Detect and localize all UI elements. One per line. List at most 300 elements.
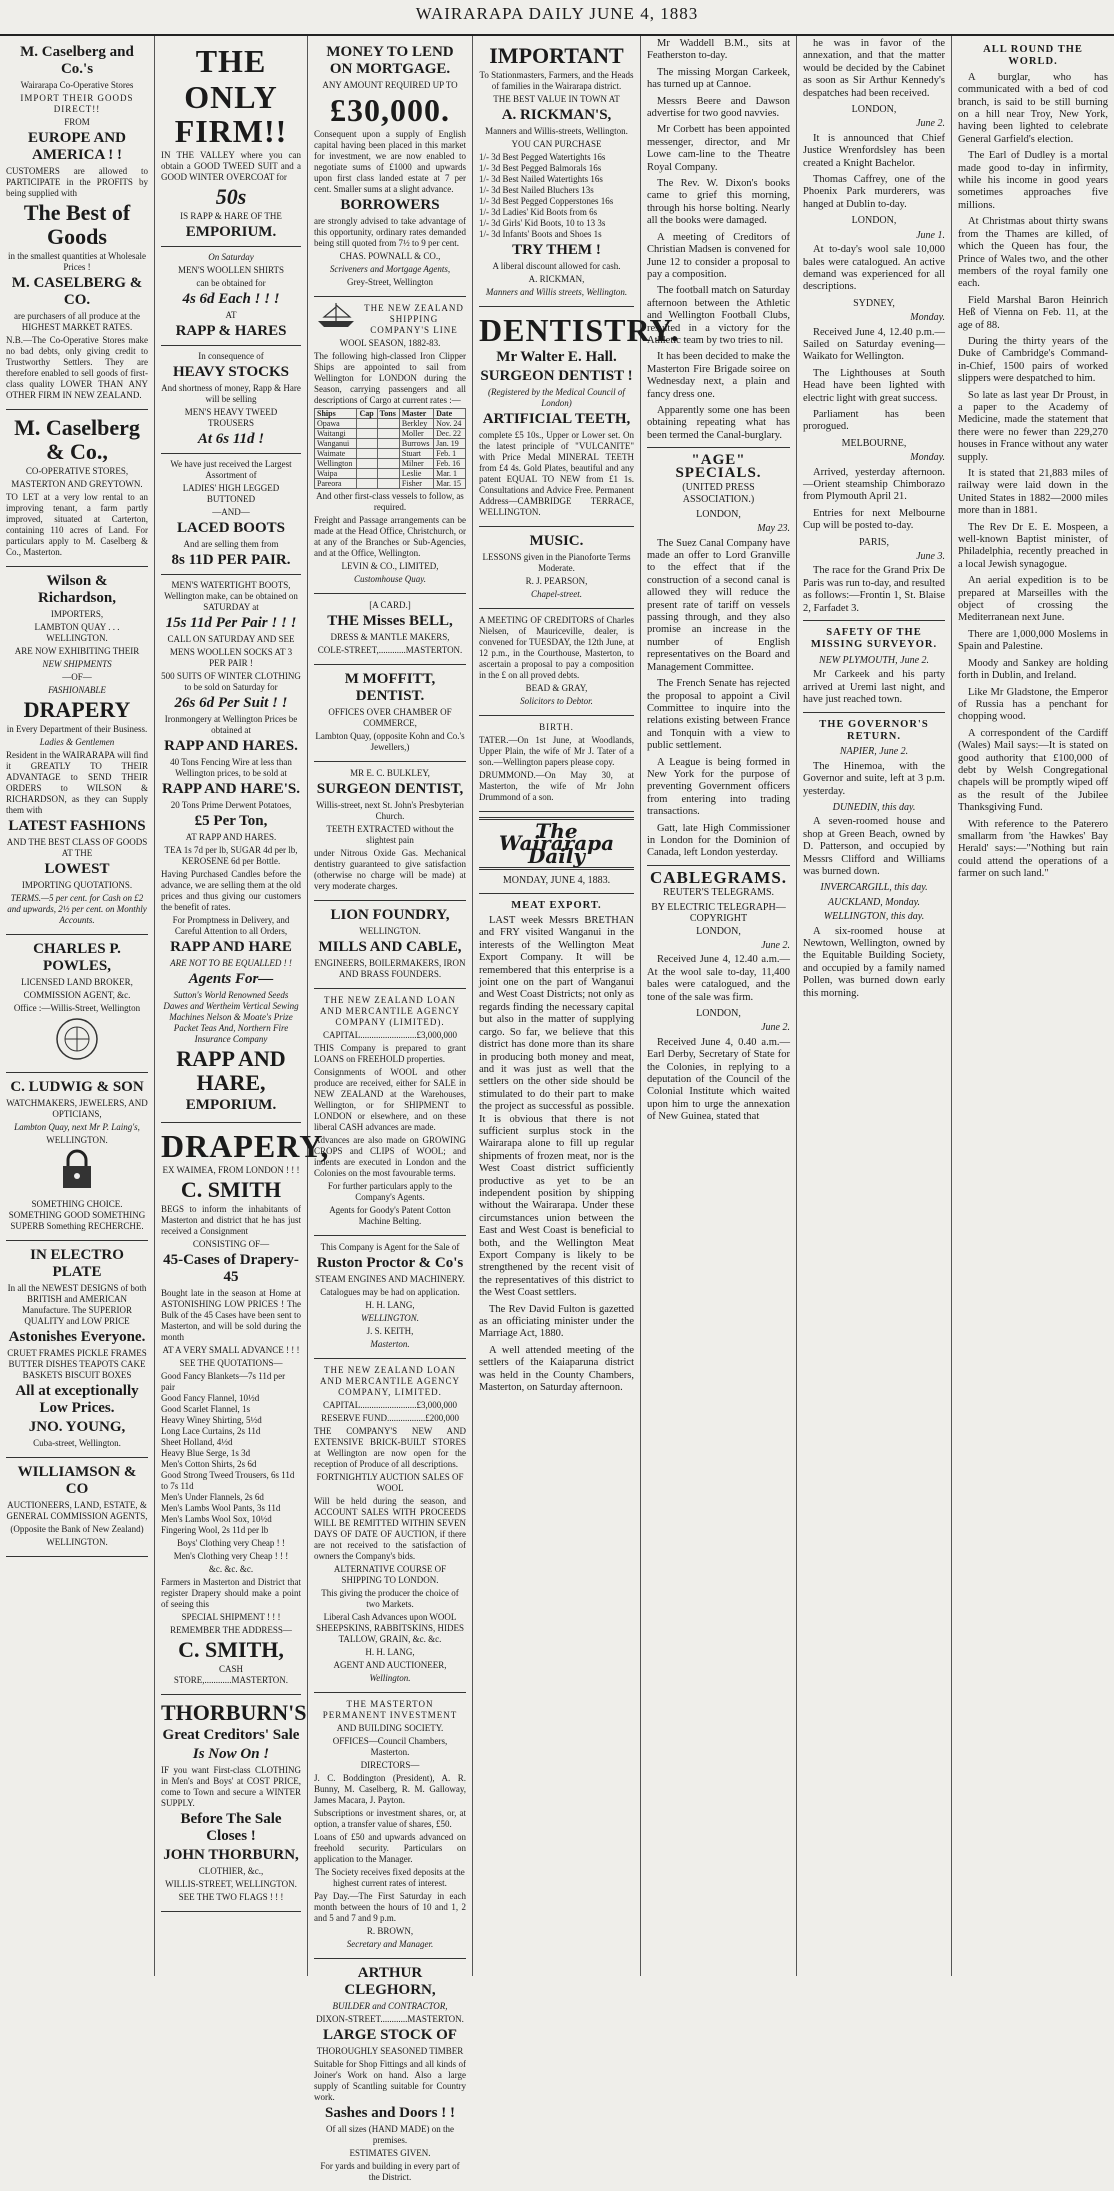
ad-text: CAPITAL.........................£3,000,000 <box>322 1030 458 1040</box>
news-paragraph: At to-day's wool sale 10,000 bales were catalogued. An active demand was experienced for all descriptions. <box>803 244 945 293</box>
price-list-item: Men's Lambs Wool Pants, 3s 11d <box>161 1503 281 1513</box>
ad-text: (Registered by the Medical Council of London) <box>488 387 625 408</box>
ad-text: For yards and building in every part of the District. <box>320 2161 460 2182</box>
ad-text: FASHIONABLE <box>48 685 106 695</box>
news-paragraph: An aerial expedition is to be prepared at Marseilles with the object of crossing the Mediterranean next June. <box>958 575 1108 624</box>
ad-heading: The Best of Goods <box>23 200 131 249</box>
table-cell: Nov. 24 <box>434 419 466 429</box>
table-cell <box>377 459 399 469</box>
ad-text: Ironmongery at Wellington Prices be obtained at <box>164 714 298 735</box>
ad-text: J. S. KEITH, <box>366 1326 414 1336</box>
ad-heading: Wilson & Richardson, <box>38 573 116 606</box>
ad-text: TEA 1s 7d per lb, SUGAR 4d per lb, KEROSENE 6d per Bottle. <box>164 845 298 866</box>
section-heading: SAFETY OF THE MISSING SURVEYOR. <box>810 627 938 651</box>
ad-text: DIRECTORS— <box>360 1760 420 1770</box>
ruston-proctor-ad <box>314 1236 466 1359</box>
ad-text: LADIES' HIGH LEGGED BUTTONED <box>182 483 280 504</box>
ad-text: &c. &c. &c. <box>208 1564 254 1574</box>
bulkley-dentist-ad <box>314 762 466 901</box>
ad-heading: EMPORIUM. <box>185 224 277 240</box>
ad-text: IN THE VALLEY where you can obtain a GOOD TWEED SUIT and a GOOD WINTER OVERCOAT for <box>161 150 301 182</box>
table-cell: Stuart <box>399 449 433 459</box>
ad-text: DIXON-STREET............MASTERTON. <box>316 2014 464 2024</box>
ad-text: FORTNIGHTLY AUCTION SALES OF WOOL <box>316 1472 464 1493</box>
table-cell: Fisher <box>399 479 433 489</box>
table-cell: Wanganui <box>315 439 357 449</box>
ad-heading: RAPP AND HARE'S. <box>162 781 300 797</box>
table-cell <box>377 469 399 479</box>
table-row <box>315 479 466 489</box>
column-6 <box>797 36 952 1976</box>
ad-text: Customhouse Quay. <box>354 574 426 584</box>
ad-heading: LARGE STOCK OF <box>323 2027 457 2043</box>
ad-text: ALTERNATIVE COURSE OF SHIPPING TO LONDON. <box>333 1564 447 1585</box>
ad-text: (Opposite the Bank of New Zealand) <box>10 1523 144 1534</box>
ad-text: MR E. C. BULKLEY, <box>350 768 430 778</box>
table-cell: Waipa <box>315 469 357 479</box>
editorial-section <box>479 817 634 1394</box>
ad-text: Farmers in Masterton and District that register Drapery should make a point of seeing this <box>161 1577 301 1609</box>
ad-text: SPECIAL SHIPMENT ! ! ! <box>181 1612 281 1622</box>
lion-foundry-ad <box>314 901 466 989</box>
caselberg-stores-ad <box>6 410 148 567</box>
ad-heading: SURGEON DENTIST, <box>316 781 464 797</box>
dateline: LONDON, <box>696 508 741 520</box>
news-paragraph: A meeting of Creditors of Christian Madsen is convened for June 12 to consider a proposal to pay a composition. <box>647 231 790 280</box>
ad-text: THIS Company is prepared to grant LOANS on FREEHOLD properties. <box>314 1043 466 1064</box>
ad-text: CALL ON SATURDAY AND SEE <box>167 634 295 644</box>
ship-icon <box>314 301 358 329</box>
ad-text: A liberal discount allowed for cash. <box>492 261 621 271</box>
table-cell: Jan. 19 <box>434 439 466 449</box>
ad-text: For Promptness in Delivery, and Careful Attention to all Orders, <box>172 915 290 936</box>
news-paragraph: The Suez Canal Company have made an offer to Lord Granville to the effect that if the construction of a second canal is allowed they will reduce the present rate of tariff on vessels passing through, and they also promise an increase in the number of English representatives on the Board and Management Committee. <box>647 537 790 673</box>
ad-text: ESTIMATES GIVEN. <box>349 2148 431 2158</box>
price-list-item: 1/- 3d Girls' Kid Boots, 10 to 13 3s <box>479 218 606 228</box>
ad-text: WOOL SEASON, 1882-83. <box>339 338 441 348</box>
ad-text: The following high-classed Iron Clipper Ships are appointed to sail from Wellington for LONDON during the Season, carrying passengers and all descriptions of Cargo at current rates :— <box>314 351 466 405</box>
ad-heading: EUROPE AND AMERICA ! ! <box>28 130 126 163</box>
ad-text: COLE-STREET,............MASTERTON. <box>317 645 463 655</box>
ad-heading: ARTIFICIAL TEETH, <box>482 411 631 427</box>
ad-heading: THE MASTERTON PERMANENT INVESTMENT <box>322 1699 458 1720</box>
news-paragraph: Gatt, late High Commissioner in London for the Dominion of Canada, left London yesterday. <box>647 822 790 859</box>
ad-heading: A. RICKMAN'S, <box>501 107 612 123</box>
dateline: AUCKLAND, Monday. <box>828 896 920 908</box>
ad-price: £30,000. <box>330 92 450 128</box>
ad-text: THE BEST VALUE IN TOWN AT <box>493 94 620 104</box>
news-paragraph: A correspondent of the Cardiff (Wales) Mail says:—It is stated on good authority that £100,000 of debt by Welsh Congregational chapels will be promptly wiped off as the result of the Jubilee Thanksgiving Fund. <box>958 727 1108 814</box>
ad-heading: RAPP AND HARE <box>170 939 292 955</box>
ad-heading: THE NEW ZEALAND SHIPPING COMPANY'S LINE <box>364 303 464 335</box>
table-cell: Leslie <box>399 469 433 479</box>
ad-text: are strongly advised to take advantage of this opportunity, ordinary rates demanded being still quoted from 7½ to 9 per cent. <box>314 216 466 248</box>
table-cell <box>377 429 399 439</box>
ad-text: This giving the producer the choice of two Markets. <box>321 1588 459 1609</box>
ad-heading: WILLIAMSON & CO <box>17 1463 137 1497</box>
rickman-ad <box>479 38 634 307</box>
table-row <box>315 449 466 459</box>
ad-price: 26s 6d Per Suit ! ! <box>174 695 288 711</box>
dateline: June 1. <box>916 229 945 241</box>
ad-text: Consignments of WOOL and other produce are received, either for SALE in NEW ZEALAND at the Warehouses, Wellington, or for SHIPMENT to LONDON or elsewhere, and on these liberal CASH advances are made. <box>314 1067 466 1132</box>
ad-text: OFFICES OVER CHAMBER OF COMMERCE, <box>328 707 452 728</box>
table-cell: Mar. 15 <box>434 479 466 489</box>
dateline: NEW PLYMOUTH, June 2. <box>818 654 930 666</box>
ad-heading: MONEY TO LEND ON MORTGAGE. <box>326 44 454 77</box>
ad-heading: THORBURN'S <box>161 1700 307 1725</box>
ad-text: WELLINGTON. <box>359 926 421 936</box>
table-cell: Pareora <box>315 479 357 489</box>
news-paragraph: Messrs Beere and Dawson advertise for two good navvies. <box>647 95 790 120</box>
ad-heading: JOHN THORBURN, <box>163 1847 299 1863</box>
masthead-title: WAIRARAPA DAILY JUNE 4, 1883 <box>415 4 699 23</box>
ad-text: In all the NEWEST DESIGNS of both BRITISH and AMERICAN Manufacture. The SUPERIOR QUALITY and LOW PRICE <box>7 1282 147 1326</box>
ad-text: Scriveners and Mortgage Agents, <box>329 264 451 274</box>
price-list-item: 1/- 3d Best Nailed Bluchers 13s <box>479 185 594 195</box>
ad-text: AT RAPP AND HARES. <box>185 832 277 842</box>
ad-text: IF you want First-class CLOTHING in Men's and Boys' at COST PRICE, come to Town and secure a WINTER SUPPLY. <box>161 1765 301 1808</box>
news-paragraph: Thomas Caffrey, one of the Phoenix Park murderers, was hanged at Dublin to-day. <box>803 174 945 210</box>
ad-text: And other first-class vessels to follow, as required. <box>316 491 464 512</box>
ad-text: —AND— <box>212 507 250 517</box>
ad-text: YOU CAN PURCHASE <box>511 139 602 149</box>
ad-text: IMPORTING QUOTATIONS. <box>21 880 133 890</box>
ad-text: MENS WOOLLEN SOCKS AT 3 PER PAIR ! <box>169 647 293 668</box>
ad-text: Lambton Quay, (opposite Kohn and Co.'s Jewellers,) <box>315 731 465 752</box>
ad-text: Suitable for Shop Fittings and all kinds of Joiner's Work on hand. Also a large supply of Scantling suitable for Country work. <box>314 2059 466 2102</box>
table-cell <box>377 439 399 449</box>
section-heading: "AGE" SPECIALS. <box>675 452 762 481</box>
misses-bell-ad <box>314 594 466 665</box>
price-list-item: Men's Lambs Wool Sox, 10½d <box>161 1514 272 1524</box>
electro-plate-ad <box>6 1241 148 1458</box>
news-paragraph: So late as last year Dr Proust, in a paper to the Academy of Medicine, made the statement that there were no fewer than 229,270 houses in France without any water supply. <box>958 389 1108 463</box>
price-list-item: Good Scarlet Flannel, 1s <box>161 1404 250 1414</box>
price-list-item: 1/- 3d Ladies' Kid Boots from 6s <box>479 207 598 217</box>
table-cell <box>357 449 377 459</box>
ad-heading: M. CASELBERG & CO. <box>11 275 143 308</box>
dateline: Monday. <box>910 452 945 464</box>
news-paragraph: A six-roomed house at Newtown, Wellington, owned by the Equitable Building Society, and occupied by a family named Pollen, was burned down early this morning. <box>803 925 945 999</box>
table-row <box>315 459 466 469</box>
ad-text: To Stationmasters, Farmers, and the Heads of families in the Wairarapa district. <box>479 70 634 91</box>
section-heading: THE GOVERNOR'S RETURN. <box>819 718 929 742</box>
ad-text: ARE NOW EXHIBITING THEIR <box>14 646 140 656</box>
dateline: LONDON, <box>851 104 897 116</box>
ad-text: WELLINGTON. <box>360 1313 420 1323</box>
section-subheading: REUTER'S TELEGRAMS. <box>662 887 775 899</box>
ad-text: CLOTHIER, &c., <box>198 1866 264 1876</box>
notice-text: Solicitors to Debtor. <box>520 696 593 706</box>
ad-text: Pay Day.—The First Saturday in each month between the hours of 10 and 1, 2 and 5 and 7 and 9 p.m. <box>314 1891 466 1923</box>
ad-heading: Astonishes Everyone. <box>8 1328 146 1345</box>
ad-heading: C. SMITH, <box>178 1637 284 1662</box>
price-list-item: 1/- 3d Best Pegged Copperstones 16s <box>479 196 614 206</box>
table-cell: Feb. 16 <box>434 459 466 469</box>
table-cell: Burrows <box>399 439 433 449</box>
news-paragraph: It is stated that 21,883 miles of railway were laid down in the United States in 1882—2000 miles more than in 1881. <box>958 468 1108 517</box>
ludwig-ad <box>6 1073 148 1240</box>
news-paragraph: The Hinemoa, with the Governor and suite, left at 3 p.m. yesterday. <box>803 760 945 797</box>
ad-text: 500 SUITS OF WINTER CLOTHING to be sold on Saturday for <box>161 671 301 692</box>
ad-heading: Great Creditors' Sale <box>162 1727 300 1743</box>
ad-heading: IMPORTANT <box>489 43 624 68</box>
ad-heading: BORROWERS <box>340 197 440 213</box>
ad-text: 40 Tons Fencing Wire at less than Wellington prices, to be sold at <box>170 757 292 778</box>
ad-text: SOMETHING CHOICE. SOMETHING GOOD SOMETHING SUPERB Something RECHERCHE. <box>8 1198 146 1231</box>
ad-text: H. H. LANG, <box>365 1300 415 1310</box>
dateline: LONDON, <box>851 215 897 227</box>
table-cell: Milner <box>399 459 433 469</box>
ad-text: NEW SHIPMENTS <box>42 659 112 669</box>
ad-heading: MUSIC. <box>529 533 584 549</box>
section-subheading: BY ELECTRIC TELEGRAPH—COPYRIGHT <box>651 901 786 924</box>
shipping-company-ad <box>314 297 466 594</box>
ad-text: LEVIN & CO., LIMITED, <box>341 561 439 571</box>
ad-text: WELLINGTON. <box>46 1135 108 1146</box>
ad-text: OFFICES—Council Chambers, Masterton. <box>332 1736 448 1757</box>
table-cell <box>377 419 399 429</box>
news-paragraph: Field Marshal Baron Heinrich Heß of Vienna on Feb. 11, at the age of 88. <box>958 294 1108 331</box>
ad-text: Cuba-street, Wellington. <box>33 1437 121 1448</box>
price-list-item: Fingering Wool, 2s 11d per lb <box>161 1525 269 1535</box>
ad-text: TERMS.—5 per cent. for Cash on £2 and upwards, 2½ per cent. on Monthly Accounts. <box>7 893 147 925</box>
ad-heading: LOWEST <box>44 861 110 877</box>
news-paragraph: he was in favor of the annexation, and that the matter would be decided by the Cabinet as soon as Sir Arthur Kennedy's despatches had been received. <box>803 38 945 99</box>
price-list-item: Good Fancy Flannel, 10½d <box>161 1393 260 1403</box>
dateline: June 2. <box>761 1022 790 1034</box>
ad-text: Sutton's World Renowned Seeds Dawes and Wertheim Vertical Sewing Machines Nelson & Moate's Prize Packet Teas And, Northern Fire Insurance Company <box>163 990 299 1044</box>
building-society-ad <box>314 1693 466 1959</box>
section-heading: CABLEGRAMS. <box>649 867 788 887</box>
price-list-item: Good Fancy Blankets—7s 11d per pair <box>161 1371 286 1392</box>
smith-drapery-ad <box>161 1123 330 1695</box>
news-paragraph: The Rev David Fulton is gazetted as an officiating minister under the Marriage Act, 1880. <box>479 1303 634 1340</box>
table-cell: Dec. 22 <box>434 429 466 439</box>
dentistry-ad <box>479 307 680 527</box>
ad-text: Wellington. <box>369 1673 411 1683</box>
editorial-heading: MEAT EXPORT. <box>511 899 602 911</box>
sailing-schedule-table <box>314 408 466 489</box>
ad-heading: HEAVY STOCKS <box>172 364 289 380</box>
ad-heading: Sashes and Doors ! ! <box>324 2105 456 2121</box>
ad-text: REMEMBER THE ADDRESS— <box>170 1625 292 1635</box>
ad-text: TO LET at a very low rental to an improving tenant, a farm partly improved, situated at Carterton, containing 110 acres of Land. For particulars apply to M. Caselberg & Co., Masterton. <box>6 492 148 557</box>
table-cell <box>357 479 377 489</box>
news-paragraph: Apparently some one has been obtaining repeating what has been termed the Canal-burglary. <box>647 404 790 441</box>
news-paragraph: Mr Carkeek and his party arrived at Uremi last night, and have just reached town. <box>803 669 945 706</box>
ad-text: THE COMPANY'S NEW AND EXTENSIVE BRICK-BUILT STORES at Wellington are now open for the reception of Produce of all descriptions. <box>314 1426 466 1469</box>
rapp-hare-ad <box>161 38 301 1123</box>
ad-text: ANY AMOUNT REQUIRED UP TO <box>322 80 458 90</box>
ad-text: Agents for Goody's Patent Cotton Machine Belting. <box>329 1205 451 1226</box>
ad-heading: THE <box>195 43 267 79</box>
ad-text: AND BUILDING SOCIETY. <box>336 1723 444 1733</box>
news-paragraph: Like Mr Gladstone, the Emperor of Russia has a penchant for chopping wood. <box>958 686 1108 723</box>
ad-text: And shortness of money, Rapp & Hare will be selling <box>161 383 301 404</box>
ad-price: 15s 11d Per Pair ! ! ! <box>165 615 297 631</box>
ad-heading: C. SMITH <box>180 1177 282 1202</box>
ad-text: R. BROWN, <box>366 1926 414 1936</box>
ad-text: in the smallest quantities at Wholesale Prices ! <box>7 251 147 272</box>
ad-text: BEGS to inform the inhabitants of Masterton and district that he has just received a Consignment <box>161 1204 301 1236</box>
ad-text: Grey-Street, Wellington <box>346 277 434 287</box>
column-5 <box>641 36 797 1976</box>
money-to-lend-ad <box>314 38 466 297</box>
ad-text: ARE NOT TO BE EQUALLED ! ! <box>170 958 292 968</box>
price-list-item: Heavy Blue Serge, 1s 3d <box>161 1448 251 1458</box>
ad-text: LESSONS given in the Pianoforte Terms Moderate. <box>482 552 631 573</box>
price-list-item: Long Lace Curtains, 2s 11d <box>161 1426 261 1436</box>
ad-heading: LION FOUNDRY, <box>330 907 450 923</box>
ad-text: IS RAPP & HARE OF THE <box>180 211 282 221</box>
ad-price: 4s 6d Each ! ! ! <box>182 291 280 307</box>
news-paragraph: It is announced that Chief Justice Wrenfordsley has been created a Knight Bachelor. <box>803 132 945 169</box>
price-list-item: 1/- 3d Best Pegged Watertights 16s <box>479 152 606 162</box>
table-header: Cap <box>357 409 377 419</box>
ad-price: At 6s 11d ! <box>197 431 265 447</box>
table-header-row <box>315 409 466 419</box>
news-paragraph: The Rev Dr E. E. Mospeen, a well-known Baptist minister, of Philadelphia, recently preached in a local Jewish synagogue. <box>958 521 1108 570</box>
ad-text: AGENT AND AUCTIONEER, <box>333 1660 447 1670</box>
music-ad <box>479 527 634 609</box>
ad-heading: TRY THEM ! <box>512 242 601 258</box>
notice-text: TATER.—On 1st June, at Woodlands, Upper Plain, the wife of Mr J. Tater of a son.—Wellington papers please copy. <box>479 735 634 767</box>
table-cell <box>357 459 377 469</box>
dateline: May 23. <box>757 523 790 535</box>
dateline: June 2. <box>916 118 945 130</box>
news-paragraph: Moody and Sankey are holding forth in Dublin, and Ireland. <box>958 657 1108 682</box>
news-paragraph: Mr Waddell B.M., sits at Featherston to-day. <box>647 38 790 62</box>
ad-text: Lambton Quay, next Mr P. Laing's, <box>14 1122 140 1133</box>
ad-heading: ARTHUR CLEGHORN, <box>344 1965 436 1998</box>
dateline: DUNEDIN, this day. <box>832 801 916 813</box>
news-paragraph: There are 1,000,000 Moslems in Spain and Palestine. <box>958 628 1108 653</box>
column-4 <box>473 36 680 1976</box>
ad-text: For further particulars apply to the Company's Agents. <box>327 1181 453 1202</box>
thorburn-ad <box>161 1695 307 1912</box>
ad-text: Chapel-street. <box>531 589 582 599</box>
ad-text: MEN'S WATERTIGHT BOOTS, Wellington make, can be obtained on SATURDAY at <box>164 580 298 612</box>
price-list-item: 1/- 3d Infants' Boots and Shoes 1s <box>479 229 602 239</box>
notice-text: BEAD & GRAY, <box>525 683 588 693</box>
news-paragraph: The French Senate has rejected the proposal to appoint a Civil Committee to inquire into the relations existing between France and Tonquin with a view to public settlement. <box>647 678 790 752</box>
ad-text: can be obtained for <box>196 278 266 288</box>
ad-text: Bought late in the season at Home at ASTONISHING LOW PRICES ! The Bulk of the 45 Cases have been sent to Masterton, and will be sold during the month <box>161 1288 301 1342</box>
table-cell <box>377 449 399 459</box>
ad-text: Secretary and Manager. <box>346 1939 434 1949</box>
ad-heading: THE NEW ZEALAND LOAN AND MERCANTILE AGENCY COMPANY (LIMITED). <box>320 995 460 1027</box>
ad-text: Having Purchased Candles before the advance, we are selling them at the old prices and thus giving our customers the benefit of rates. <box>161 869 301 912</box>
newspaper-title: The Wairarapa Daily <box>498 819 615 868</box>
padlock-icon <box>59 1148 95 1192</box>
ad-text: A. RICKMAN, <box>528 274 585 284</box>
ad-heading: Mr Walter E. Hall. <box>496 349 617 365</box>
table-header: Tons <box>377 409 399 419</box>
ad-text: COMMISSION AGENT, &c. <box>23 990 131 1000</box>
news-paragraph: A well attended meeting of the settlers of the Kaiaparuna district was held in the County Chambers, Masterton, on Saturday afternoon. <box>479 1344 634 1394</box>
dateline: LONDON, <box>696 1008 741 1020</box>
ad-text: CASH STORE,............MASTERTON. <box>173 1664 289 1685</box>
table-cell: Mar. 1 <box>434 469 466 479</box>
ad-heading: LATEST FASHIONS <box>8 818 146 834</box>
ad-text: Consequent upon a supply of English capital having been placed in this market for investment, we are now enabled to negotiate sums of £1000 and upwards upon first class landed estate at 7 per cent. Smaller sums at a slight advance. <box>314 129 466 194</box>
ad-text: DRESS & MANTLE MAKERS, <box>330 632 450 642</box>
ad-heading: RAPP & HARES <box>175 323 287 339</box>
ad-text: MEN'S HEAVY TWEED TROUSERS <box>184 407 278 428</box>
table-cell: Wellington <box>315 459 357 469</box>
ad-text: CRUET FRAMES PICKLE FRAMES BUTTER DISHES TEAPOTS CAKE BASKETS BISCUIT BOXES <box>7 1347 147 1380</box>
ad-heading: ONLY FIRM!! <box>174 79 288 149</box>
ad-heading: DENTISTRY. <box>479 312 680 348</box>
ad-heading: All at exceptionally Low Prices. <box>15 1382 139 1416</box>
ad-heading: M. Caselberg & Co., <box>14 415 140 464</box>
price-list-item: Men's Under Flannels, 2s 6d <box>161 1492 264 1502</box>
ad-text: CUSTOMERS are allowed to PARTICIPATE in the PROFITS by being supplied with <box>6 166 148 198</box>
ad-text: Boys' Clothing very Cheap ! ! <box>177 1538 285 1548</box>
ad-heading: RAPP AND HARES. <box>164 738 298 754</box>
ad-text: BUILDER and CONTRACTOR, <box>332 2001 448 2011</box>
ad-text: in Every Department of their Business. <box>6 724 148 734</box>
ad-text: FROM <box>64 117 90 127</box>
price-list-item: 1/- 3d Best Pegged Balmorals 16s <box>479 163 602 173</box>
ad-heading: IN ELECTRO PLATE <box>30 1246 124 1280</box>
news-paragraph: A burglar, who has communicated with a bed of cod branch, is said to be still burning on a hill near Troy, New York, having been lighted to celebrate General Garfield's election. <box>958 71 1108 145</box>
ad-text: Resident in the WAIRARAPA will find it GREATLY TO THEIR ADVANTAGE to SEND THEIR ORDERS to WILSON & RICHARDSON, as they can Supply them with <box>6 750 148 815</box>
table-row <box>315 429 466 439</box>
column-1 <box>0 36 155 1976</box>
section-subheading: (UNITED PRESS ASSOCIATION.) <box>682 482 755 506</box>
ad-text: AT <box>225 310 237 320</box>
table-cell: Waitangi <box>315 429 357 439</box>
boot-price-list <box>479 152 634 240</box>
ad-text: Catalogues may be had on application. <box>320 1287 460 1297</box>
ad-text: Office :—Willis-Street, Wellington <box>13 1003 141 1013</box>
news-paragraph: The missing Morgan Carkeek, has turned up at Cannoe. <box>647 66 790 91</box>
notice-text: A MEETING OF CREDITORS of Charles Nielsen, of Mauriceville, dealer, is convened for TUESDAY, the 12th June, at 12 p.m., in the Courthouse, Masterton, to ascertain a proposal to pay a composition in the £ on all proved debts. <box>479 615 634 680</box>
ad-text: In consequence of <box>198 351 264 361</box>
dateline: MELBOURNE, <box>841 437 907 449</box>
ad-price: 50s <box>215 184 247 209</box>
news-paragraph: The football match on Saturday afternoon between the Athletic and Wellington Football Clubs, resulted in a victory for the Athletic team by two tries to nil. <box>647 285 790 346</box>
news-paragraph: It has been decided to make the Masterton Fire Brigade soiree on Wednesday next, a plain and fancy dress one. <box>647 351 790 400</box>
dateline: NAPIER, June 2. <box>839 746 909 758</box>
ad-text: IMPORT THEIR GOODS DIRECT!! <box>20 93 134 114</box>
price-list-item: Good Strong Tweed Trousers, 6s 11d to 7s 11d <box>161 1470 295 1491</box>
news-paragraph: At Christmas about thirty swans from the Thames are killed, of which the Queen has four, the Prince of Wales two, and the other members of the royal family one each. <box>958 216 1108 290</box>
ad-text: Manners and Willis streets, Wellington. <box>485 287 628 297</box>
ad-heading: SURGEON DENTIST ! <box>480 368 633 384</box>
news-paragraph: A League is being formed in New York for the purpose of preventing Government officers from entering into trading transactions. <box>647 756 790 818</box>
price-list-item: Heavy Winey Shirting, 5½d <box>161 1415 262 1425</box>
powles-ad <box>6 935 148 1073</box>
ad-price: £5 Per Ton, <box>194 813 268 829</box>
table-header: Ships <box>315 409 357 419</box>
ad-text: IMPORTERS, <box>50 609 104 619</box>
ad-heading: LACED BOOTS <box>177 520 285 536</box>
ad-text: TEETH EXTRACTED without the slightest pain <box>326 824 454 845</box>
news-paragraph: The Rev. W. Dixon's books came to grief this morning, through his horse bolting. Nearly all the books were damaged. <box>647 178 790 227</box>
ad-text: AUCTIONEERS, LAND, ESTATE, & GENERAL COMMISSION AGENTS, <box>6 1499 148 1521</box>
ad-heading: CHARLES P. POWLES, <box>33 941 121 974</box>
caselberg-ad <box>6 38 148 410</box>
ad-text: On Saturday <box>208 252 254 262</box>
table-header: Master <box>399 409 433 419</box>
loan-agency-ad <box>314 989 466 1236</box>
news-paragraph: The Lighthouses at South Head have been lighted with electric light with great success. <box>803 367 945 404</box>
ad-heading: Is Now On ! <box>192 1746 270 1762</box>
